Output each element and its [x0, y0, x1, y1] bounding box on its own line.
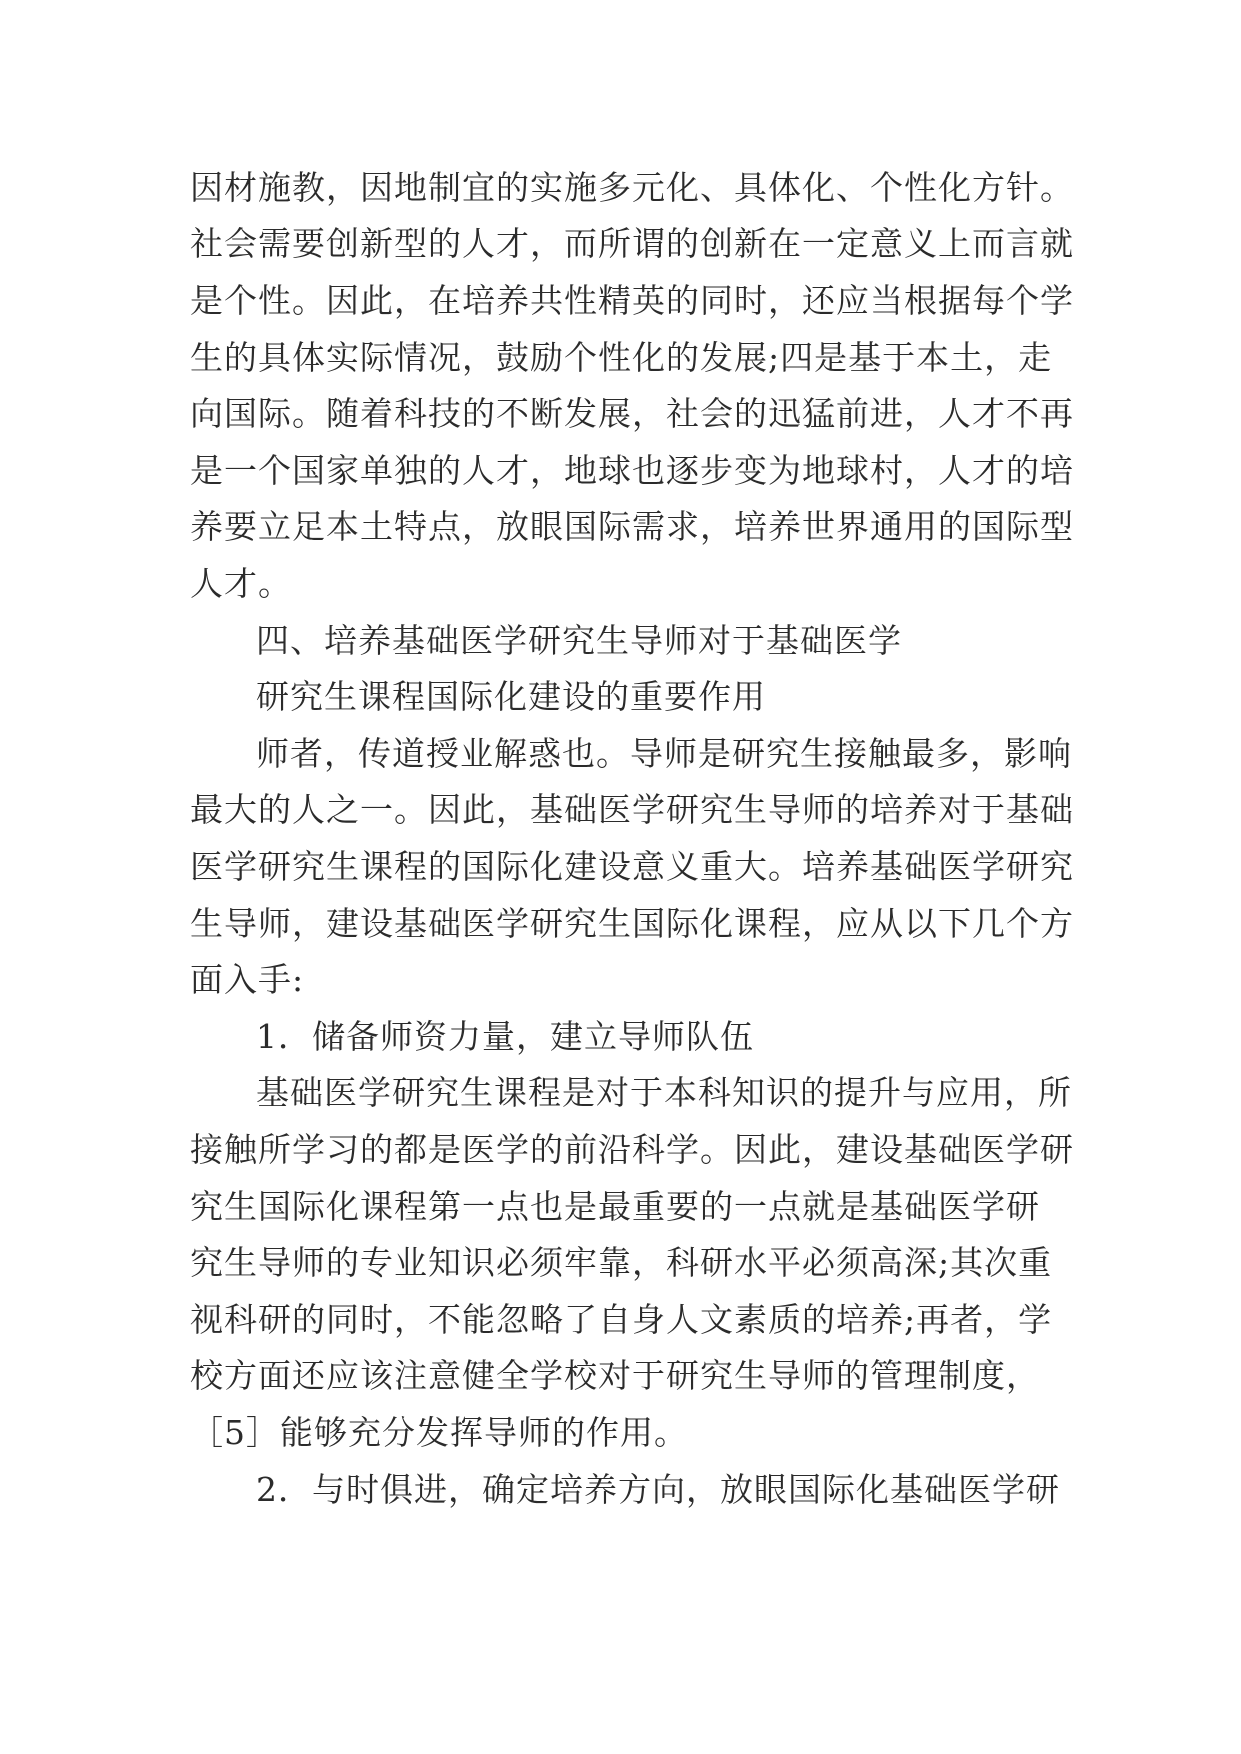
- text-line: ［5］能够充分发挥导师的作用。: [190, 1413, 688, 1452]
- subsection-heading: 1．储备师资力量，建立导师队伍: [256, 1017, 754, 1056]
- text-line: 向国际。随着科技的不断发展，社会的迅猛前进，人才不再: [190, 394, 1074, 433]
- text-line: 究生国际化课程第一点也是最重要的一点就是基础医学研: [190, 1187, 1040, 1226]
- text-line: 医学研究生课程的国际化建设意义重大。培养基础医学研究: [190, 847, 1074, 886]
- text-line: 接触所学习的都是医学的前沿科学。因此，建设基础医学研: [190, 1130, 1074, 1169]
- text-line: 生的具体实际情况，鼓励个性化的发展;四是基于本土，走: [190, 338, 1053, 377]
- text-line: 视科研的同时，不能忽略了自身人文素质的培养;再者，学: [190, 1300, 1053, 1339]
- paragraph-start: 基础医学研究生课程是对于本科知识的提升与应用，所: [256, 1073, 1072, 1112]
- section-heading: 四、培养基础医学研究生导师对于基础医学: [256, 621, 902, 660]
- text-line: 人才。: [190, 564, 292, 603]
- text-line: 是一个国家单独的人才，地球也逐步变为地球村，人才的培: [190, 451, 1074, 490]
- subsection-heading: 2．与时俱进，确定培养方向，放眼国际化基础医学研: [256, 1470, 1060, 1509]
- text-line: 面入手:: [190, 960, 305, 999]
- text-line: 社会需要创新型的人才，而所谓的创新在一定意义上而言就: [190, 224, 1074, 263]
- section-heading: 研究生课程国际化建设的重要作用: [256, 677, 766, 716]
- text-line: 养要立足本土特点，放眼国际需求，培养世界通用的国际型: [190, 507, 1074, 546]
- text-line: 校方面还应该注意健全学校对于研究生导师的管理制度，: [190, 1356, 1040, 1395]
- paragraph-start: 师者，传道授业解惑也。导师是研究生接触最多，影响: [256, 734, 1072, 773]
- text-line: 究生导师的专业知识必须牢靠，科研水平必须高深;其次重: [190, 1243, 1053, 1282]
- text-line: 因材施教，因地制宜的实施多元化、具体化、个性化方针。: [190, 168, 1074, 207]
- text-line: 是个性。因此，在培养共性精英的同时，还应当根据每个学: [190, 281, 1074, 320]
- text-line: 最大的人之一。因此，基础医学研究生导师的培养对于基础: [190, 790, 1074, 829]
- text-line: 生导师，建设基础医学研究生国际化课程，应从以下几个方: [190, 904, 1074, 943]
